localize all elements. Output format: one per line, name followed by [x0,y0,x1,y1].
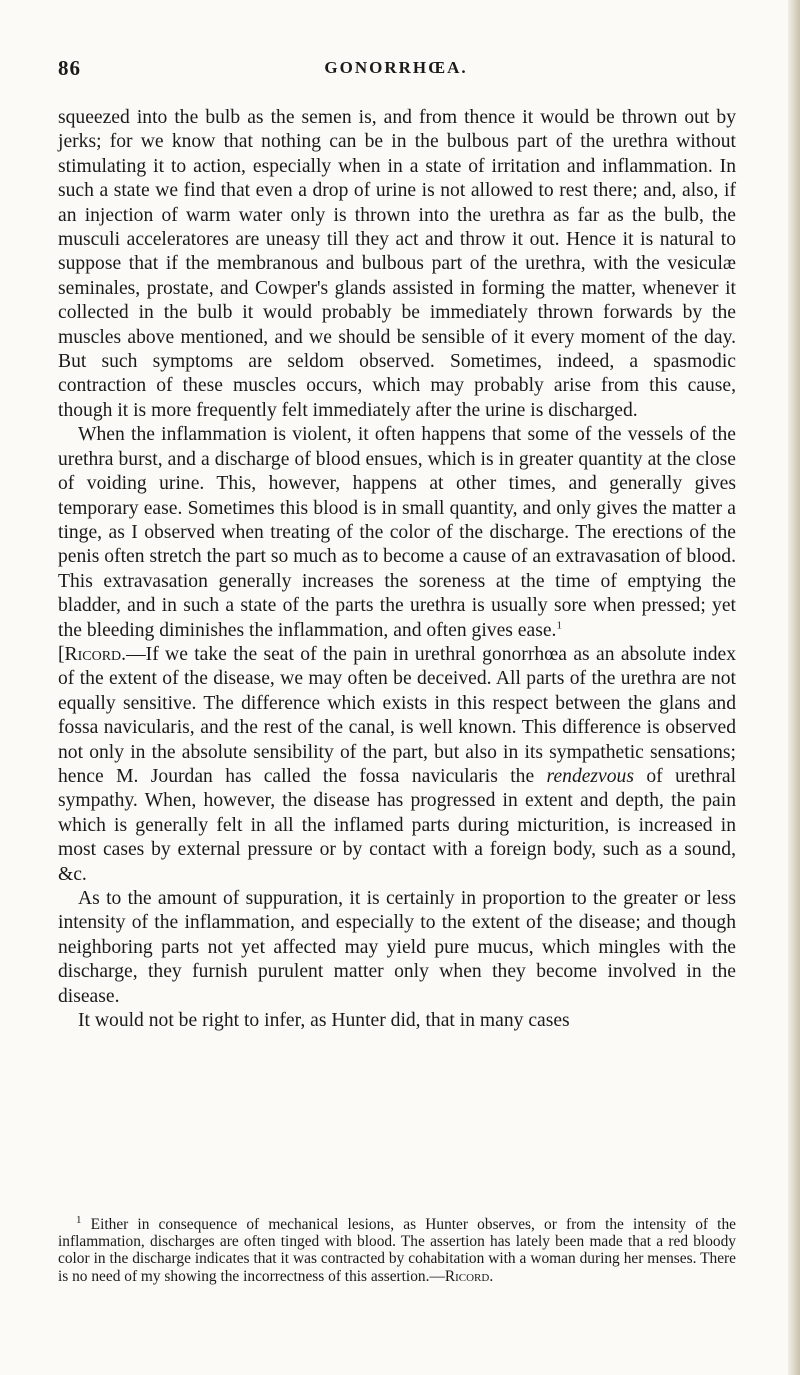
page-header [58,56,734,82]
main-text [58,106,736,1033]
footnote-paragraph [58,1213,736,1285]
paragraph-1: squeezed into the bulb as the semen is, and from thence it would be thrown out by jerks; for we know that nothing can be in the bulbous part of the urethra without stimulating it to action, especially when in a state of irritation and inflammation. In such a state we find that even a drop of urine is not allowed to rest there; and, also, if an injection of warm water only is thrown into the urethra as far as the bulb, the musculi acceleratores are uneasy till they act and throw it out. Hence it is natural to suppose that if the membranous and bulbous part of the urethra, with the vesiculæ seminales, prostate, and Cowper's glands assisted in forming the matter, whenever it collected in the bulb it would probably be immediately thrown forwards by the muscles above mentioned, and we should be sensible of it every moment of the day. But such symptoms are seldom observed. Sometimes, indeed, a spasmodic contraction of these muscles occurs, which may probably arise from this cause, though it is more frequently felt immediately after the urine is discharged. [58,107,736,421]
footnote-text: Either in consequence of mechanical lesions, as Hunter observes, or from the intensity of the inflammation, discharges are often tinged with blood. The assertion has lately been made that a red bloody color in the discharge indicates that it was contracted by cohabitation with a woman during her menses. There is no need of my showing the incorrectness of this assertion.— [58,1216,736,1285]
paragraph-3-emphasis: rendezvous [546,765,634,787]
bracket-open: [ [58,643,65,665]
author-ricord: Ricord [64,643,122,665]
running-title: GONORRHŒA. [324,58,468,77]
footnote [58,1213,736,1285]
footnote-reference: 1 [556,619,562,631]
paragraph-5: It would not be right to infer, as Hunter did, that in many cases [78,1010,570,1032]
paragraph-4: As to the amount of suppuration, it is certainly in proportion to the greater or less intensity of the inflammation, and especially to the extent of the disease; and though neighboring parts not yet affected may yield pure mucus, which mingles with the discharge, they furnish purulent matter only when they become involved in the disease. [58,888,736,1007]
paragraph-3 [58,643,736,887]
footnote-author: Ricord [444,1267,490,1285]
footnote-mark: 1 [76,1213,82,1226]
page-number: 86 [58,56,81,80]
paragraph-2 [58,423,736,643]
paragraph-3-text-b: of urethral sympathy. When, however, the disease has progressed in extent and depth, the pain which is generally felt in all the inflamed parts during micturition, is increased in most cases by external pressure or by contact with a foreign body, such as a sound, &c. [58,765,737,885]
paragraph-2-text: When the inflammation is violent, it often happens that some of the vessels of the urethra burst, and a discharge of blood ensues, which is in greater quantity at the close of voiding urine. This, however, happens at other times, and generally gives temporary ease. Sometimes this blood is in small quantity, and only gives the matter a tinge, as I observed when treating of the color of the discharge. The erections of the penis often stretch the part so much as to become a cause of an extravasation of blood. This extravasation generally increases the soreness at the time of emptying the bladder, and in such a state of the parts the urethra is usually sore when pressed; yet the bleeding diminishes the inflammation, and often gives ease. [58,424,736,641]
footnote-end: . [489,1267,494,1285]
paragraph-3-text-a: .—If we take the seat of the pain in urethral gonorrhœa as an absolute index of the extent of the disease, we may often be deceived. All parts of the urethra are not equally sensitive. The difference which exists in this respect between the glans and fossa navicularis, and the rest of the canal, is well known. This difference is observed not only in the absolute sensibility of the part, but also in its sympathetic sensations; hence M. Jourdan has called the fossa navicularis the [58,643,736,787]
page-edge [788,0,800,1375]
